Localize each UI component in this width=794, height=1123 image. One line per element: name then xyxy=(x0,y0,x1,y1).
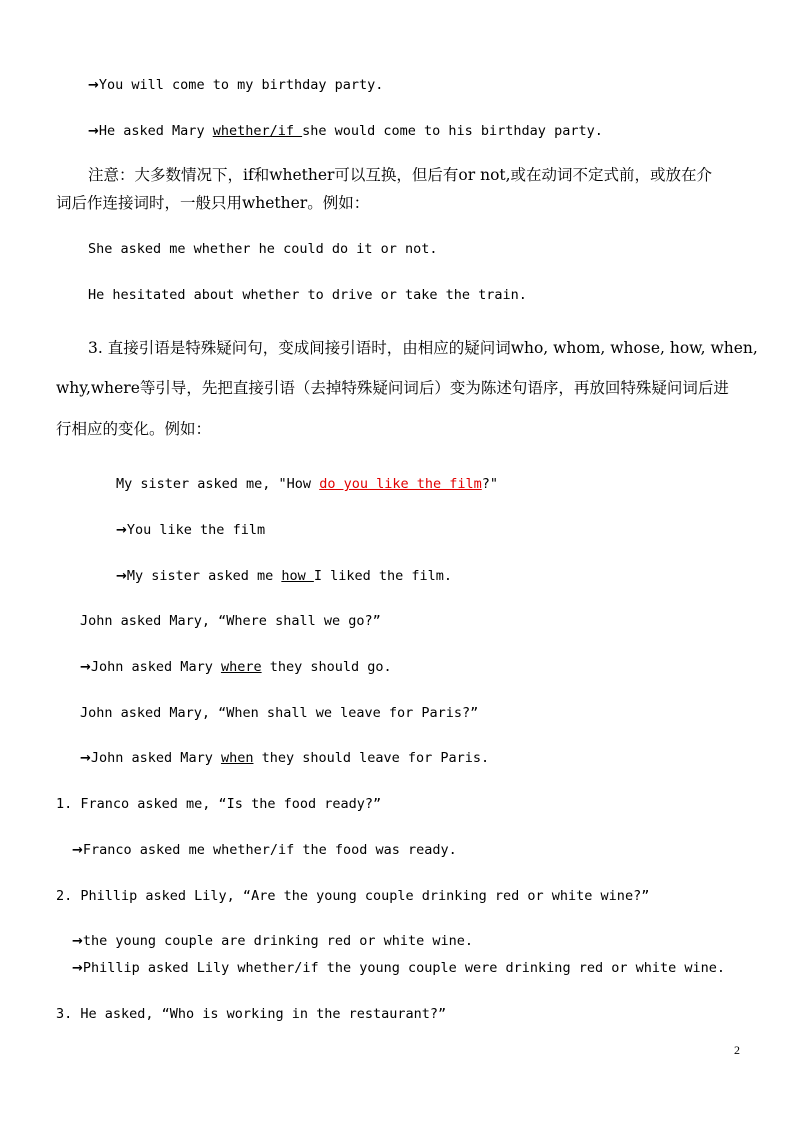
example-how-indirect: →My sister asked me how I liked the film. xyxy=(116,568,453,584)
example-how-direct: My sister asked me, "How do you like the film?" xyxy=(116,476,499,492)
arrow-icon: → xyxy=(72,843,83,858)
example-how-statement: →You like the film xyxy=(116,522,266,538)
sentence-2: →He asked Mary whether/if she would come to his birthday party. xyxy=(88,123,603,139)
page-number: 2 xyxy=(734,1043,740,1057)
arrow-icon: → xyxy=(116,523,127,538)
example-when-direct: John asked Mary, “When shall we leave for Paris?” xyxy=(80,705,479,721)
exercise-1: 1. Franco asked me, “Is the food ready?” xyxy=(56,796,382,812)
exercise-3: 3. He asked, “Who is working in the restaurant?” xyxy=(56,1006,447,1022)
arrow-icon: → xyxy=(80,751,91,766)
arrow-icon: → xyxy=(116,569,127,584)
exercise-2: 2. Phillip asked Lily, “Are the young couple drinking red or white wine?” xyxy=(56,888,650,904)
rule-3-line-2: why,where等引导，先把直接引语（去掉特殊疑问词后）变为陈述句语序，再放回特殊疑问词后进 xyxy=(56,379,729,397)
example-where-direct: John asked Mary, “Where shall we go?” xyxy=(80,613,381,629)
note-paragraph-line-1: 注意：大多数情况下，if和whether可以互换，但后有or not,或在动词不定式前，或放在介 xyxy=(88,166,713,184)
arrow-icon: → xyxy=(88,124,99,139)
arrow-icon: → xyxy=(80,660,91,675)
highlighted-phrase: do you like the film xyxy=(319,476,482,492)
note-paragraph-line-2: 词后作连接词时，一般只用whether。例如： xyxy=(56,194,370,212)
arrow-icon: → xyxy=(72,934,83,949)
answer-word: when xyxy=(220,750,254,766)
sentence-1: →You will come to my birthday party. xyxy=(88,77,384,93)
arrow-icon: → xyxy=(88,78,99,93)
answer-blank: whether/if xyxy=(212,123,303,139)
rule-3-line-1: 3. 直接引语是特殊疑问句，变成间接引语时，由相应的疑问词who, whom, whose, how, when, xyxy=(88,339,758,357)
exercise-1-answer: →Franco asked me whether/if the food was ready. xyxy=(72,842,457,858)
example-when-indirect: →John asked Mary when they should leave for Paris. xyxy=(80,750,490,766)
exercise-2-answer: →Phillip asked Lily whether/if the young couple were drinking red or white wine. xyxy=(72,960,725,976)
rule-3-line-3: 行相应的变化。例如： xyxy=(56,420,212,438)
answer-word: where xyxy=(220,659,262,675)
arrow-icon: → xyxy=(72,961,83,976)
answer-blank: how xyxy=(281,568,314,584)
example-where-indirect: →John asked Mary where they should go. xyxy=(80,659,392,675)
example-2: He hesitated about whether to drive or take the train. xyxy=(88,287,527,303)
example-1: She asked me whether he could do it or not. xyxy=(88,241,438,257)
exercise-2-step: →the young couple are drinking red or white wine. xyxy=(72,933,474,949)
